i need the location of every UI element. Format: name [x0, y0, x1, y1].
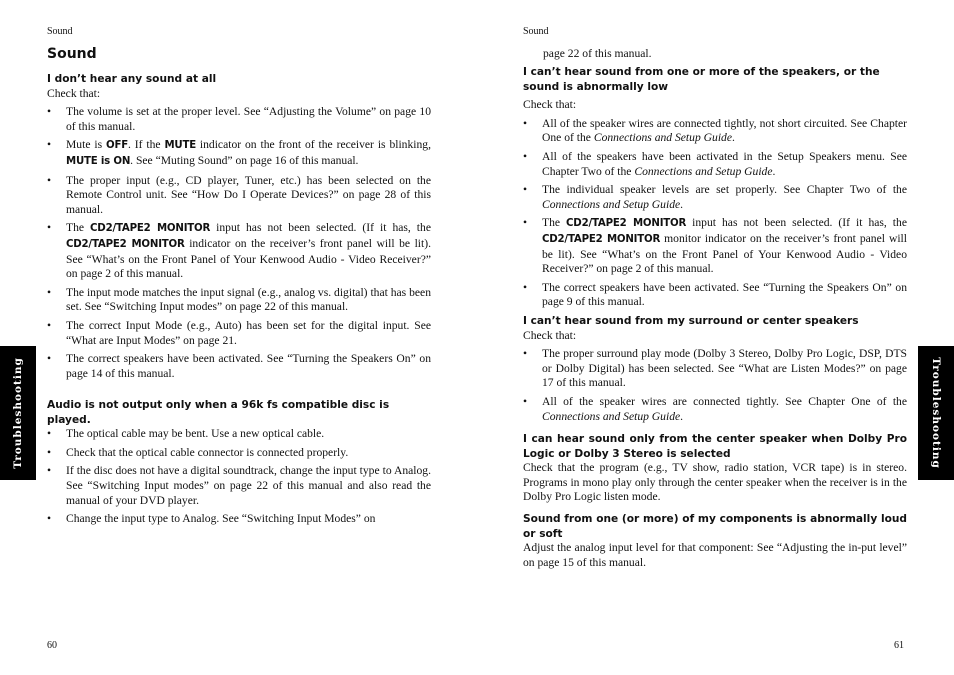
- list-item: • The volume is set at the proper level. See “Adjusting the Volume” on page 10 of this manual.: [47, 105, 431, 133]
- bullet-icon: •: [47, 445, 52, 459]
- list-item: • Check that the optical cable connector is connected properly.: [47, 445, 349, 459]
- section-heading: I can hear sound only from the center speaker when Dolby Pro Logic or Dolby 3 Stereo is selected: [523, 433, 907, 460]
- list-item: • All of the speakers have been activated in the Setup Speakers menu. See Chapter Two of the Connections and Setup Guide.: [523, 149, 907, 178]
- section-intro: Check that:: [523, 328, 577, 342]
- bullet-icon: •: [47, 173, 52, 187]
- running-head-right: Sound: [523, 26, 549, 37]
- bullet-icon: •: [47, 285, 52, 299]
- list-item: • The CD2/TAPE2 MONITOR input has not been selected. (If it has, the CD2/TAPE2 MONITOR monitor indicator on the receiver’s front panel will be lit). See “What’s on the Front Panel of Your Kenwood Audio - Video Receiver?” on page 2 of this manual.: [523, 216, 908, 276]
- bullet-icon: •: [47, 105, 52, 119]
- bullet-icon: •: [47, 512, 52, 526]
- page-number-left: 60: [47, 640, 57, 651]
- side-tab-right: Troubleshooting: [918, 346, 954, 480]
- bullet-icon: •: [523, 280, 528, 294]
- page-number-right: 61: [894, 640, 904, 651]
- list-item: • The correct speakers have been activated. See “Turning the Speakers On” on page 9 of this manual.: [523, 280, 907, 309]
- bullet-icon: •: [523, 183, 528, 197]
- bullet-icon: •: [523, 116, 528, 130]
- bullet-icon: •: [47, 464, 52, 478]
- section-heading: Sound from one (or more) of my components is abnormally loud or soft: [523, 513, 907, 540]
- list-item: • The individual speaker levels are set properly. See Chapter Two of the Connections and Setup Guide.: [523, 183, 907, 211]
- bullet-icon: •: [47, 138, 52, 152]
- bullet-icon: •: [523, 216, 528, 230]
- side-tab-left: Troubleshooting: [0, 346, 36, 480]
- section-intro: Check that:: [523, 98, 577, 112]
- bullet-list: [523, 347, 907, 424]
- list-item: • The CD2/TAPE2 MONITOR input has not been selected. (If it has, the CD2/TAPE2 MONITOR indicator on the receiver’s front panel will be lit). See “What’s on the Front Panel of Your Kenwood Audio - Video Receiver?” on page 2 of this manual.: [47, 221, 431, 281]
- continued-text: page 22 of this manual.: [543, 47, 652, 60]
- section-body: Check that the program (e.g., TV show, radio station, VCR tape) is in stereo. Programs in mono play only through the center speaker when the receiver is in the Dolby Pro Logic listen mode.: [523, 461, 907, 504]
- section-body: Adjust the analog input level for that component: See “Adjusting the in-put level” on page 15 of this manual.: [523, 541, 907, 569]
- page-title: Sound: [47, 46, 97, 62]
- list-item: • The input mode matches the input signal (e.g., analog vs. digital) that has been set. See “Switching Input modes” on page 22 of this manual.: [47, 285, 431, 314]
- section-heading: I can’t hear sound from one or more of the speakers, or the sound is abnormally low: [523, 66, 880, 93]
- list-item: • The correct Input Mode (e.g., Auto) has been set for the digital input. See “What are Input Modes” on page 21.: [47, 318, 431, 347]
- section-intro: Check that:: [47, 86, 101, 100]
- list-item: • All of the speaker wires are connected tightly, not short circuited. See Chapter One of the Connections and Setup Guide.: [523, 116, 907, 145]
- list-item: • All of the speaker wires are connected tightly. See Chapter One of the Connections and Setup Guide.: [523, 394, 907, 423]
- bullet-icon: •: [523, 347, 528, 361]
- bullet-icon: •: [523, 149, 528, 163]
- list-item: • If the disc does not have a digital soundtrack, change the input type to Analog. See “Switching Input modes” on page 22 of this manual and also read the manual of your DVD player.: [47, 464, 431, 507]
- bullet-icon: •: [47, 352, 52, 366]
- list-item: • The optical cable may be bent. Use a new optical cable.: [47, 427, 325, 441]
- list-item: • The proper surround play mode (Dolby 3 Stereo, Dolby Pro Logic, DSP, DTS or Dolby Digital) has been selected. See “What are Listen Modes?” on page 17 of this manual.: [523, 347, 907, 390]
- bullet-icon: •: [523, 394, 528, 408]
- bullet-icon: •: [47, 318, 52, 332]
- list-item: • Change the input type to Analog. See “Switching Input Modes” on: [47, 512, 376, 526]
- bullet-list: [47, 105, 431, 381]
- running-head-left: Sound: [47, 26, 73, 37]
- bullet-icon: •: [47, 427, 52, 441]
- section-heading: I don’t hear any sound at all: [47, 73, 217, 85]
- bullet-icon: •: [47, 221, 52, 235]
- bullet-list: [47, 427, 431, 527]
- section-heading: Audio is not output only when a 96k fs compatible disc is played.: [47, 399, 390, 426]
- section-heading: I can’t hear sound from my surround or center speakers: [523, 315, 859, 327]
- list-item: • The proper input (e.g., CD player, Tuner, etc.) has been selected on the Remote Control unit. See “How Do I Operate Devices?” on page 28 of this manual.: [47, 173, 431, 216]
- list-item: • The correct speakers have been activated. See “Turning the Speakers On” on page 14 of this manual.: [47, 352, 431, 380]
- bullet-list: [523, 117, 907, 310]
- list-item: • Mute is OFF. If the MUTE indicator on the front of the receiver is blinking, MUTE is ON. See “Muting Sound” on page 16 of this manual.: [47, 138, 431, 167]
